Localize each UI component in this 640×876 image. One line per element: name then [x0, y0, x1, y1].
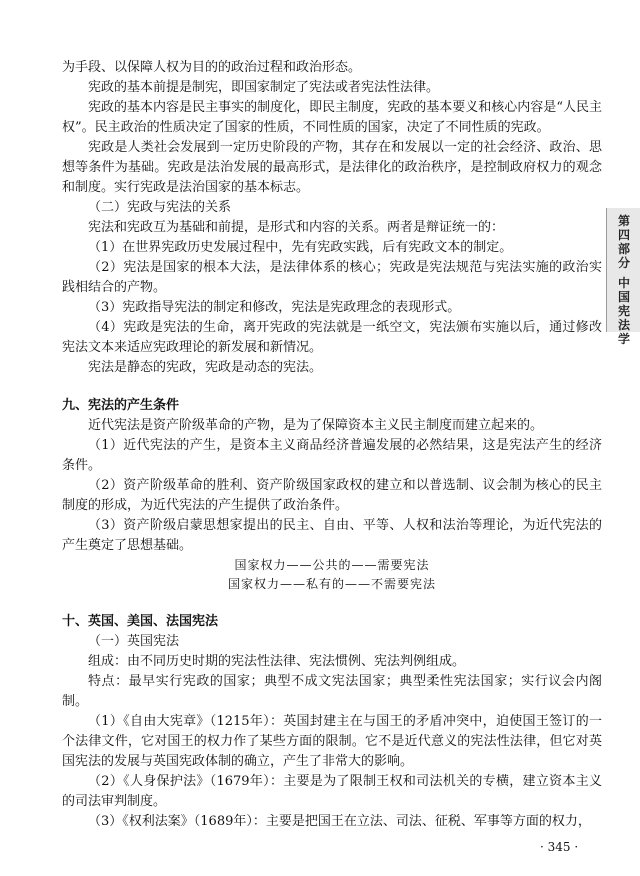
side-tab-char: 国 — [617, 290, 630, 304]
diagram-line: 国家权力——私有的——不需要宪法 — [227, 577, 436, 591]
paragraph: （1）《自由大宪章》（1215年）：英国封建主在与国王的矛盾冲突中，迫使国王签订的一个法律文件，它对国王的权力作了某些方面的限制。它不是近代意义的宪法性法律，但它对英国宪法的发展与英国宪政体制的确立，产生了非常大的影响。 — [62, 714, 602, 769]
diagram-line: 国家权力——公共的——需要宪法 — [234, 558, 430, 572]
paragraph: （2）宪法是国家的根本大法，是法律体系的核心；宪政是宪法规范与宪法实施的政治实践相结合的产物。 — [62, 260, 602, 295]
paragraph: 特点：最早实行宪政的国家；典型不成文宪法国家；典型柔性宪法国家；实行议会内阁制。 — [62, 674, 602, 709]
paragraph: 宪政的基本内容是民主事实的制度化，即民主制度，宪政的基本要义和核心内容是“人民主权”。民主政治的性质决定了国家的性质，不同性质的国家，决定了不同性质的宪政。 — [62, 100, 602, 135]
paragraph: （2）资产阶级革命的胜利、资产阶级国家政权的建立和以普选制、议会制为核心的民主制度的形成，为近代宪法的产生提供了政治条件。 — [62, 478, 602, 513]
side-tab-text — [611, 214, 637, 346]
side-tab-char: 中 — [617, 276, 630, 290]
chapter-side-tab — [606, 208, 640, 346]
page-body — [62, 58, 602, 832]
paragraph: 宪法和宪政互为基础和前提，是形式和内容的关系。两者是辩证统一的： — [88, 220, 505, 235]
paragraph: 为手段、以保障人权为目的的政治过程和政治形态。 — [62, 60, 362, 75]
side-tab-char: 法 — [617, 318, 630, 332]
paragraph: （3）《权利法案》（1689年）：主要是把国王在立法、司法、征税、军事等方面的权力， — [88, 814, 591, 829]
section-title: 九、宪法的产生条件 — [62, 398, 180, 413]
paragraph: 组成：由不同历史时期的宪法性法律、宪法惯例、宪法判例组成。 — [88, 654, 466, 669]
side-tab-char: 学 — [617, 332, 630, 346]
subsection-heading: （二）宪政与宪法的关系 — [88, 200, 232, 215]
spacer — [62, 594, 602, 612]
paragraph: （1）近代宪法的产生，是资本主义商品经济普遍发展的必然结果，这是宪法产生的经济条件。 — [62, 438, 602, 473]
paragraph: 宪法是静态的宪政，宪政是动态的宪法。 — [88, 360, 323, 375]
side-tab-char: 部 — [617, 242, 630, 256]
paragraph: 宪政是人类社会发展到一定历史阶段的产物，其存在和发展以一定的社会经济、政治、思想等条件为基础。宪政是法治发展的最高形式，是法律化的政治秩序，是控制政府权力的观念和制度。实行宪政是法治国家的基本标志。 — [62, 140, 602, 195]
paragraph: （3）资产阶级启蒙思想家提出的民主、自由、平等、人权和法治等理论，为近代宪法的产生奠定了思想基础。 — [62, 518, 602, 553]
paragraph: （3）宪政指导宪法的制定和修改，宪法是宪政理念的表现形式。 — [88, 300, 461, 315]
section-title: 十、英国、美国、法国宪法 — [62, 614, 219, 629]
side-tab-char: 四 — [617, 228, 630, 242]
side-tab-char: 分 — [617, 256, 630, 270]
page-number: · 345 · — [540, 840, 579, 854]
paragraph: 近代宪法是资产阶级革命的产物，是为了保障资本主义民主制度而建立起来的。 — [88, 418, 544, 433]
side-tab-char: 第 — [617, 214, 630, 228]
paragraph: 宪政的基本前提是制宪，即国家制定了宪法或者宪法性法律。 — [88, 80, 440, 95]
paragraph: （1）在世界宪政历史发展过程中，先有宪政实践，后有宪政文本的制定。 — [88, 240, 513, 255]
spacer — [62, 378, 602, 396]
side-tab-char: 宪 — [617, 304, 630, 318]
subsection-heading: （一）英国宪法 — [88, 634, 180, 649]
paragraph: （2）《人身保护法》（1679年）：主要是为了限制王权和司法机关的专横，建立资本主义的司法审判制度。 — [62, 774, 602, 809]
paragraph: （4）宪政是宪法的生命，离开宪政的宪法就是一纸空文，宪法颁布实施以后，通过修改宪法文本来适应宪政理论的新发展和新情况。 — [62, 320, 602, 355]
